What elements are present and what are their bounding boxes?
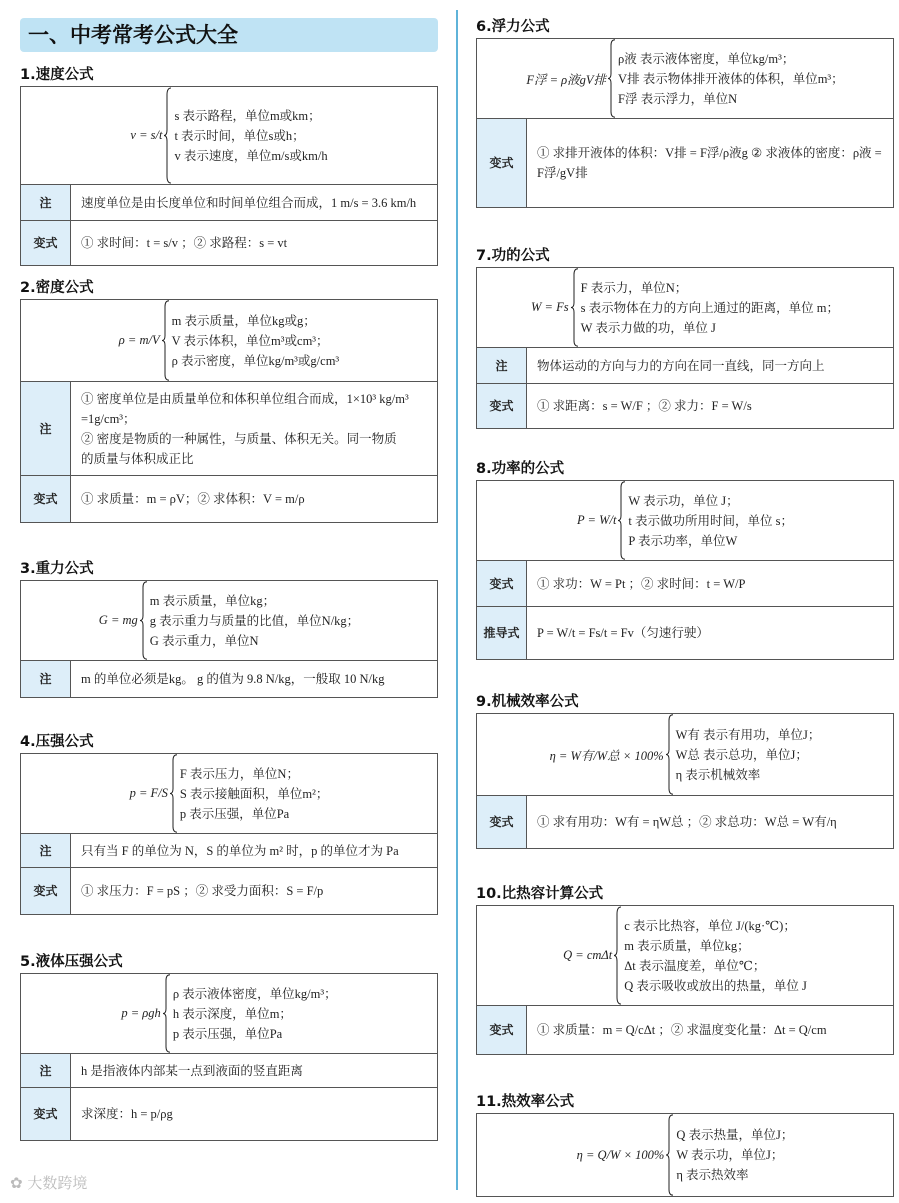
- definition-line: t 表示做功所用时间，单位 s；: [628, 513, 794, 528]
- definition-line: s 表示物体在力的方向上通过的距离，单位 m；: [580, 300, 839, 315]
- definition-line: Q 表示热量，单位J；: [676, 1128, 794, 1142]
- formula-row: [21, 300, 437, 382]
- variant-content: [527, 561, 893, 606]
- formula-definitions: [174, 106, 327, 166]
- variant-row: [21, 221, 437, 265]
- formula-wrap: [21, 87, 437, 184]
- variant-content: [527, 119, 893, 207]
- definition-line: v 表示速度，单位m/s或km/h: [174, 148, 328, 163]
- definition-line: ρ液 表示液体密度，单位kg/m³；: [618, 51, 795, 66]
- formula-row: [477, 714, 893, 796]
- note-content: [527, 348, 893, 383]
- formula-row: [477, 268, 893, 348]
- formula-wrap: [21, 300, 437, 381]
- formula-row: [477, 1114, 893, 1196]
- variant-label: 变式: [477, 384, 527, 428]
- definition-line: W 表示功，单位J；: [676, 1148, 784, 1162]
- variant-label: 变式: [477, 561, 527, 606]
- formula-section: [20, 951, 438, 1141]
- formula-definitions: [676, 1125, 793, 1185]
- section-title: 9.机械效率公式: [476, 694, 579, 710]
- variant-text: ① 求有用功：W有 = ηW总 ；② 求总功：W总 = W有/η: [537, 815, 837, 829]
- definition-line: F 表示力，单位N；: [580, 280, 688, 295]
- formula-wrap: [477, 481, 893, 560]
- formula-section: [476, 16, 894, 208]
- definition-line: m 表示质量，单位kg；: [624, 938, 750, 953]
- variant-label: 变式: [21, 476, 71, 522]
- note-row: [21, 834, 437, 868]
- definition-line: g 表示重力与质量的比值，单位N/kg；: [149, 613, 360, 628]
- variant-label: 变式: [21, 1088, 71, 1140]
- formula-definitions: [628, 491, 793, 551]
- section-title: 10.比热容计算公式: [476, 886, 604, 902]
- formula-wrap: [477, 39, 893, 118]
- brace-icon: [162, 300, 170, 381]
- definition-line: P 表示功率，单位W: [628, 533, 738, 548]
- section-title: 2.密度公式: [20, 280, 94, 296]
- brace-icon: [170, 754, 178, 833]
- note-content: [71, 382, 437, 475]
- section-title: 6.浮力公式: [476, 19, 550, 35]
- column-divider: [456, 10, 458, 1190]
- definition-line: V排 表示物体排开液体的体积，单位m³；: [618, 71, 844, 86]
- formula-definitions: [150, 591, 359, 651]
- note-row: [21, 661, 437, 697]
- definition-line: t 表示时间，单位s或h；: [174, 128, 305, 143]
- formula-expression: p = F/S: [129, 786, 168, 800]
- note-row: [21, 382, 437, 476]
- formula-box: [476, 38, 894, 208]
- variant-row: [477, 796, 893, 848]
- variant-text: ① 求排开液体的体积：V排 = F浮/ρ液g ② 求液体的密度：ρ液 = F浮/gV排: [537, 146, 882, 180]
- definition-line: W 表示功，单位 J；: [628, 493, 739, 508]
- formula-wrap: [477, 714, 893, 795]
- formula-box: [20, 580, 438, 698]
- formula-section: [476, 1091, 894, 1197]
- variant-row: [21, 1088, 437, 1140]
- formula-box: [476, 267, 894, 429]
- variant-label: 变式: [21, 868, 71, 914]
- formula-section: [476, 691, 894, 849]
- definition-line: F 表示压力，单位N；: [179, 766, 299, 781]
- formula-expression: P = W/t: [576, 513, 617, 527]
- brace-icon: [163, 974, 171, 1053]
- definition-line: W总 表示总功，单位J；: [675, 747, 808, 762]
- variant-label: 变式: [21, 221, 71, 265]
- variant-row: [477, 384, 893, 428]
- note-content: [71, 661, 437, 697]
- definition-line: p 表示压强，单位Pa: [172, 1026, 283, 1041]
- formula-section: [476, 458, 894, 660]
- formula-row: [21, 974, 437, 1054]
- formula-wrap: [21, 754, 437, 833]
- note-content: [71, 185, 437, 220]
- note-row: [477, 348, 893, 384]
- variant-text: ① 求压力：F = pS ；② 求受力面积：S = F/p: [81, 884, 324, 898]
- note-row: [21, 1054, 437, 1088]
- note-row: [21, 185, 437, 221]
- formula-section: [20, 731, 438, 915]
- variant-row: [21, 476, 437, 522]
- note-line: h 是指液体内部某一点到液面的竖直距离: [81, 1063, 303, 1078]
- watermark: [10, 1172, 87, 1193]
- brace-icon: [618, 481, 626, 560]
- formula-expression: G = mg: [98, 613, 138, 627]
- note-line: ① 密度单位是由质量单位和体积单位组合而成，1×10³ kg/m³: [81, 391, 409, 406]
- brace-icon: [608, 39, 616, 118]
- formula-wrap: [21, 581, 437, 660]
- variant-text: ① 求距离：s = W/F ；② 求力：F = W/s: [537, 399, 752, 413]
- formula-box: [476, 713, 894, 849]
- formula-expression: p = ρgh: [121, 1006, 161, 1020]
- variant-content: [71, 868, 437, 914]
- formula-definitions: [180, 764, 329, 824]
- derived-text: P = W/t = Fs/t = Fv（匀速行驶）: [537, 626, 709, 640]
- section-title: 1.速度公式: [20, 67, 94, 83]
- note-label: 注: [21, 661, 71, 697]
- note-label: 注: [21, 382, 71, 475]
- definition-line: p 表示压强，单位Pa: [179, 806, 290, 821]
- definition-line: W 表示力做的功，单位 J: [580, 320, 716, 335]
- variant-row: [21, 868, 437, 914]
- formula-section: [20, 277, 438, 523]
- formula-row: [21, 581, 437, 661]
- variant-text: 求深度：h = p/ρg: [81, 1107, 173, 1121]
- formula-wrap: [21, 974, 437, 1053]
- section-title: 5.液体压强公式: [20, 954, 123, 970]
- formula-row: [21, 87, 437, 185]
- formula-row: [477, 481, 893, 561]
- brace-icon: [164, 87, 172, 184]
- variant-label: 变式: [477, 119, 527, 207]
- variant-text: ① 求质量：m = Q/cΔt ；② 求温度变化量：Δt = Q/cm: [537, 1023, 827, 1037]
- definition-line: m 表示质量，单位kg；: [149, 593, 276, 608]
- variant-label: 变式: [477, 1006, 527, 1054]
- formula-expression: v = s/t: [130, 128, 163, 142]
- formula-section: [20, 558, 438, 698]
- note-label: 注: [21, 834, 71, 867]
- note-line: m 的单位必须是kg。 g 的值为 9.8 N/kg，一般取 10 N/kg: [81, 672, 385, 686]
- definition-line: s 表示路程，单位m或km；: [174, 108, 321, 123]
- formula-wrap: [477, 268, 893, 347]
- section-title: 7.功的公式: [476, 248, 550, 264]
- definition-line: V 表示体积，单位m³或cm³；: [171, 333, 329, 348]
- formula-expression: ρ = m/V: [118, 333, 160, 347]
- formula-section: [20, 64, 438, 266]
- definition-line: η 表示热效率: [676, 1168, 749, 1182]
- formula-expression: η = Q/W × 100%: [576, 1147, 665, 1162]
- definition-line: ρ 表示密度，单位kg/m³或g/cm³: [171, 353, 340, 368]
- formula-section: [476, 883, 894, 1055]
- definition-line: S 表示接触面积，单位m²；: [179, 786, 329, 801]
- definition-line: η 表示机械效率: [675, 767, 761, 782]
- note-line: =1g/cm³；: [81, 411, 136, 426]
- formula-row: [21, 754, 437, 834]
- derived-content: [527, 607, 893, 659]
- section-title: 11.热效率公式: [476, 1094, 575, 1110]
- definition-line: ρ 表示液体密度，单位kg/m³；: [172, 986, 337, 1001]
- section-title: 4.压强公式: [20, 734, 94, 750]
- formula-definitions: [173, 984, 337, 1044]
- formula-definitions: [624, 916, 807, 996]
- definition-line: m 表示质量，单位kg或g；: [171, 313, 316, 328]
- formula-expression: W = Fs: [531, 300, 569, 314]
- note-line: 只有当 F 的单位为 N，S 的单位为 m² 时，p 的单位才为 Pa: [81, 843, 399, 858]
- note-label: 注: [21, 185, 71, 220]
- note-content: [71, 834, 437, 867]
- formula-row: [477, 906, 893, 1006]
- formula-box: [20, 299, 438, 523]
- definition-line: h 表示深度，单位m；: [172, 1006, 292, 1021]
- formula-section: [476, 245, 894, 429]
- variant-row: [477, 561, 893, 607]
- note-line: 物体运动的方向与力的方向在同一直线，同一方向上: [537, 358, 825, 373]
- brace-icon: [614, 906, 622, 1005]
- section-title: 3.重力公式: [20, 561, 94, 577]
- formula-definitions: [618, 49, 844, 109]
- section-title: 8.功率的公式: [476, 461, 565, 477]
- formula-expression: η = W有/W总 × 100%: [549, 748, 664, 763]
- formula-definitions: [676, 725, 821, 785]
- variant-row: [477, 119, 893, 207]
- formula-box: [20, 753, 438, 915]
- note-label: 注: [21, 1054, 71, 1087]
- variant-content: [527, 796, 893, 848]
- variant-row: [477, 1006, 893, 1054]
- formula-box: [20, 973, 438, 1141]
- brace-icon: [666, 714, 674, 795]
- brace-icon: [571, 268, 579, 347]
- variant-text: ① 求质量：m = ρV；② 求体积：V = m/ρ: [81, 492, 305, 506]
- formula-expression: Q = cmΔt: [563, 948, 613, 962]
- formula-definitions: [581, 278, 839, 338]
- derived-row: [477, 607, 893, 659]
- formula-expression: F浮 = ρ液gV排: [526, 72, 607, 87]
- formula-box: [476, 480, 894, 660]
- definition-line: c 表示比热容，单位 J/(kg·℃)；: [624, 918, 796, 933]
- definition-line: Δt 表示温度差，单位℃；: [624, 958, 766, 973]
- definition-line: G 表示重力，单位N: [149, 633, 259, 648]
- note-label: 注: [477, 348, 527, 383]
- formula-box: [20, 86, 438, 266]
- variant-content: [527, 384, 893, 428]
- definition-line: F浮 表示浮力，单位N: [618, 91, 738, 106]
- variant-content: [527, 1006, 893, 1054]
- derived-label: 推导式: [477, 607, 527, 659]
- watermark-text: 大数跨境: [27, 1174, 88, 1192]
- variant-content: [71, 476, 437, 522]
- variant-text: ① 求时间：t = s/v ；② 求路程：s = vt: [81, 236, 288, 250]
- brace-icon: [140, 581, 148, 660]
- formula-row: [477, 39, 893, 119]
- note-content: [71, 1054, 437, 1087]
- page-title: 一、中考常考公式大全: [20, 18, 438, 52]
- definition-line: W有 表示有用功，单位J；: [675, 727, 821, 742]
- note-line: 速度单位是由长度单位和时间单位组合而成，1 m/s = 3.6 km/h: [81, 195, 417, 210]
- formula-box: [476, 905, 894, 1055]
- note-line: 的质量与体积成正比: [81, 451, 194, 466]
- variant-text: ① 求功：W = Pt ；② 求时间：t = W/P: [537, 576, 746, 591]
- brace-icon: [666, 1114, 674, 1196]
- variant-content: [71, 1088, 437, 1140]
- watermark-logo-icon: ✿: [10, 1174, 28, 1192]
- formula-box: [476, 1113, 894, 1197]
- note-line: ② 密度是物质的一种属性，与质量、体积无关。同一物质: [81, 431, 397, 446]
- variant-label: 变式: [477, 796, 527, 848]
- formula-definitions: [172, 311, 340, 371]
- formula-wrap: [477, 1114, 893, 1196]
- definition-line: Q 表示吸收或放出的热量，单位 J: [624, 978, 807, 993]
- variant-content: [71, 221, 437, 265]
- formula-wrap: [477, 906, 893, 1005]
